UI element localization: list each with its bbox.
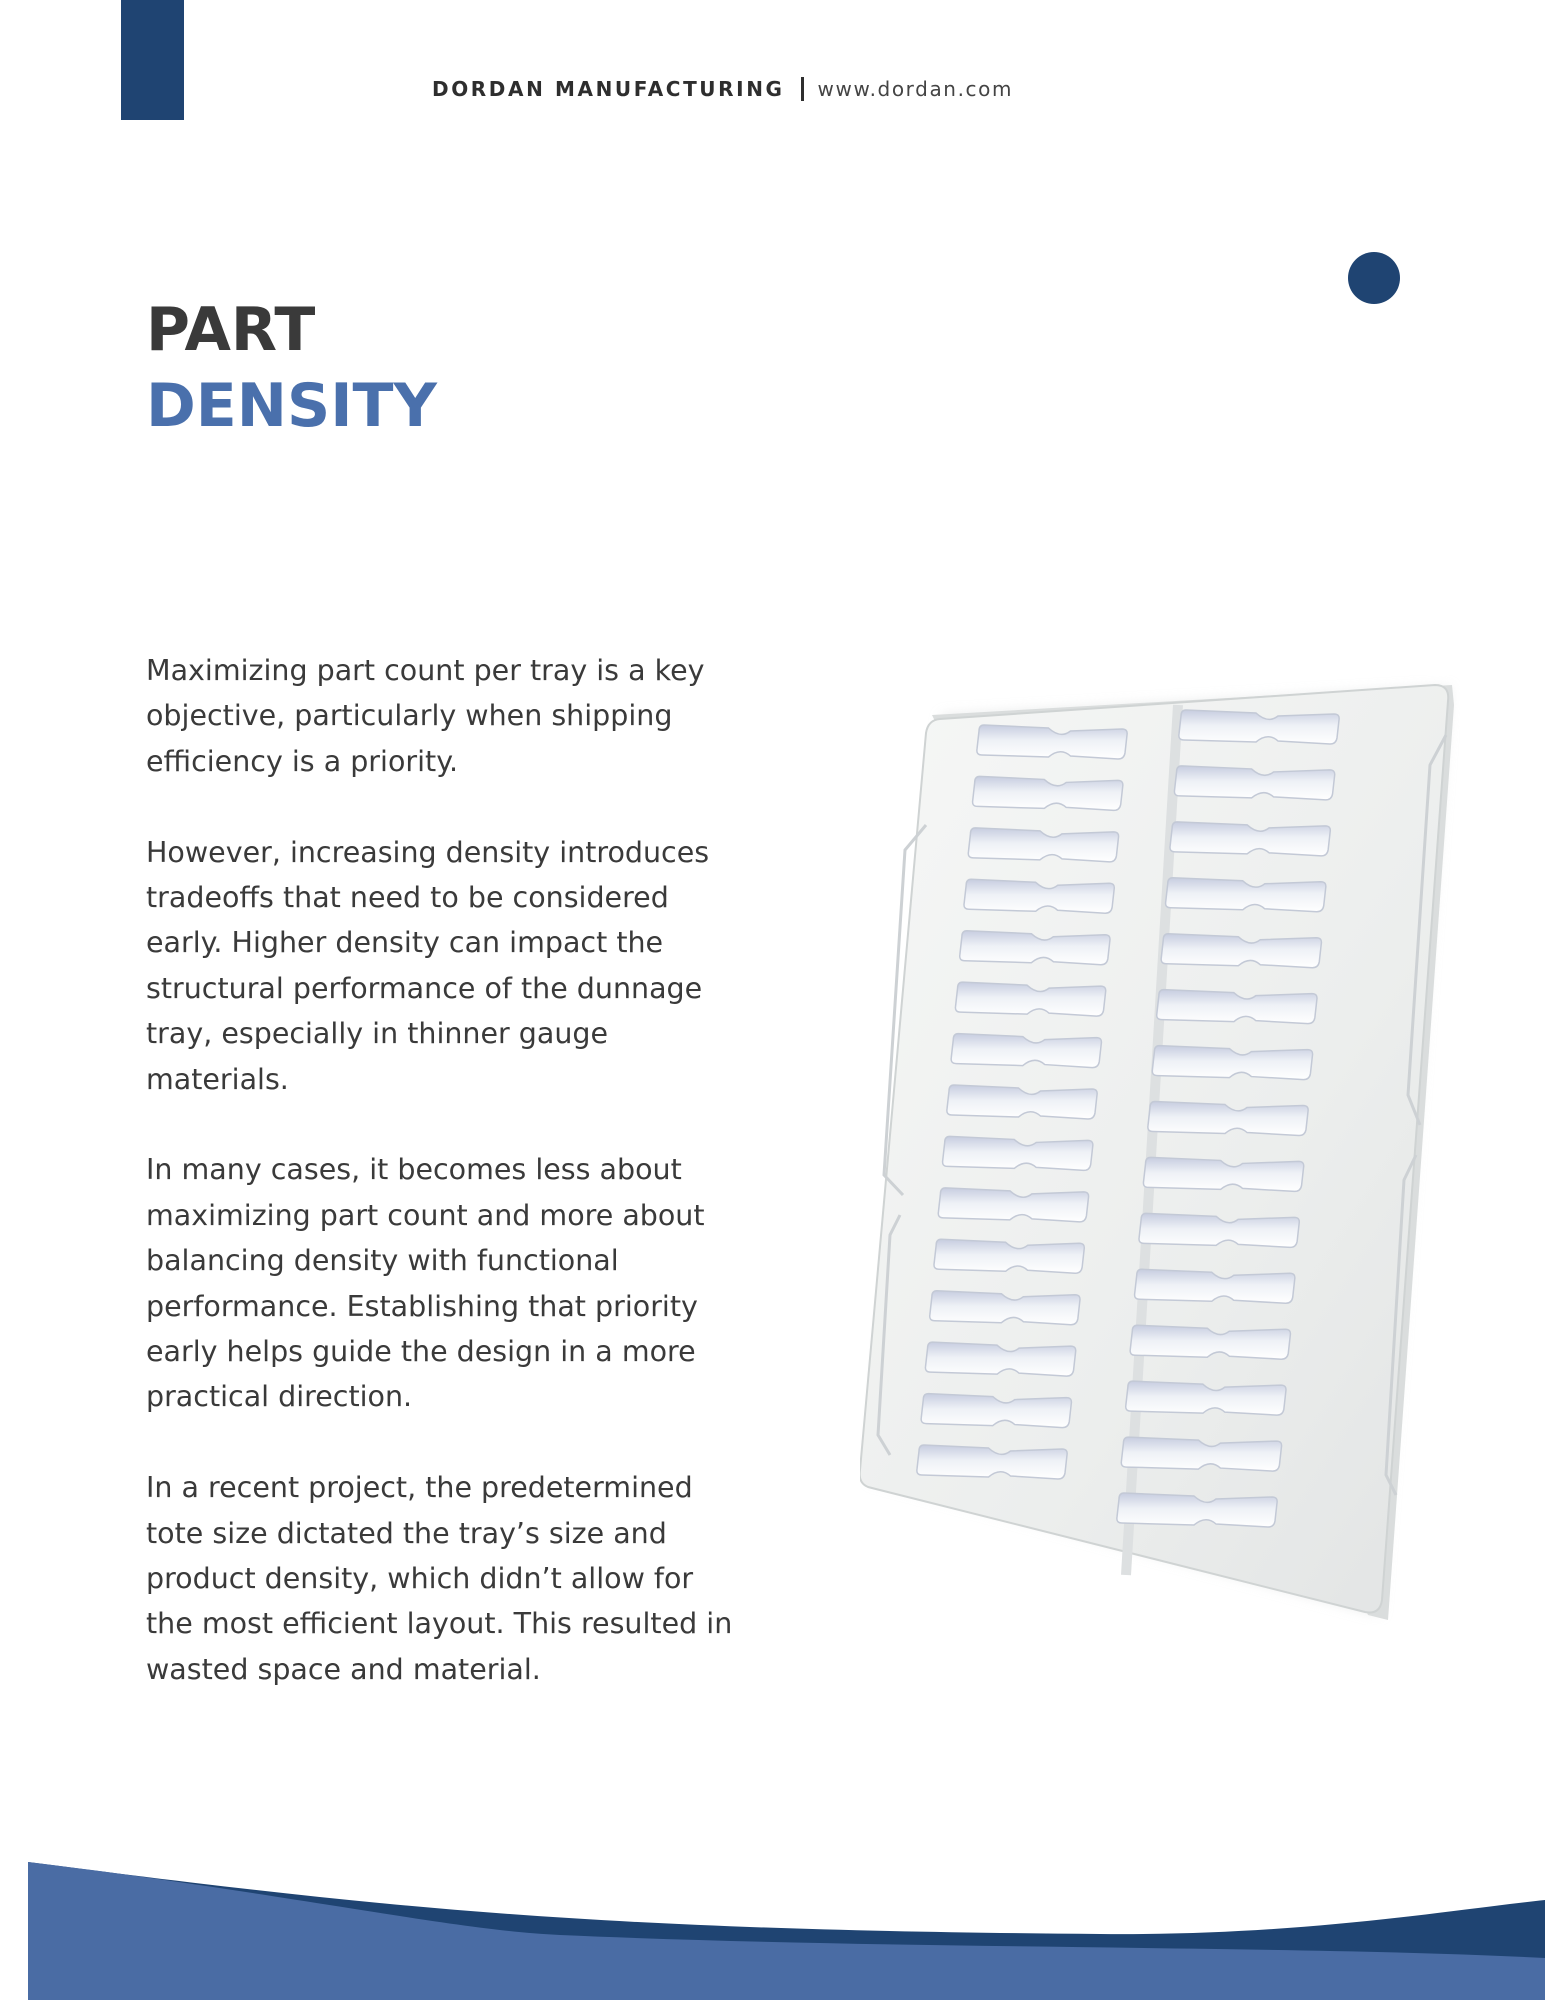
body-text — [146, 648, 746, 1738]
tray-cavity — [1166, 878, 1326, 912]
tray-cavity — [1179, 710, 1339, 744]
tray-cavity — [1174, 766, 1334, 800]
title-line-2: DENSITY — [146, 371, 437, 441]
footer-wave — [0, 1850, 1545, 2000]
tray-cavity — [964, 879, 1114, 913]
tray-cavity — [951, 1034, 1101, 1068]
tray-cavity — [1161, 934, 1321, 968]
tray-cavity — [1143, 1157, 1303, 1191]
page-title — [146, 292, 437, 444]
tray-cavity — [1117, 1493, 1277, 1527]
page-header — [432, 74, 1013, 104]
paragraph-1: Maximizing part count per tray is a key objective, particularly when shipping efficiency is a priority. — [146, 654, 705, 778]
tray-cavity — [1152, 1046, 1312, 1080]
tray-cavity — [955, 982, 1105, 1016]
tray-cavity — [960, 931, 1110, 965]
tray-cavity — [1139, 1213, 1299, 1247]
tray-cavity — [1126, 1381, 1286, 1415]
paragraph-3: In many cases, it becomes less about maximizing part count and more about balancing density with functional performance. Establishing that priority early helps guide the design in a more practical direction. — [146, 1153, 705, 1414]
tray-cavity — [1130, 1325, 1290, 1359]
tray-cavity — [1121, 1437, 1281, 1471]
tray-cavity — [968, 828, 1118, 862]
paragraph-4: In a recent project, the predetermined tote size dictated the tray’s size and product density, which didn’t allow for the most efficient layout. This resulted in wasted space and material. — [146, 1471, 733, 1686]
paragraph-2: However, increasing density introduces tradeoffs that need to be considered early. Higher density can impact the structural performance of the dunnage tray, especially in thinner gauge materials. — [146, 835, 710, 1096]
tray-cavity — [934, 1239, 1084, 1273]
tray-cavity — [947, 1085, 1097, 1119]
tray-cavity — [938, 1188, 1088, 1222]
tray-image — [860, 675, 1460, 1625]
decorative-dot — [1348, 252, 1400, 304]
tray-cavity — [1148, 1102, 1308, 1136]
tray-cavity — [917, 1445, 1067, 1479]
website-url: www.dordan.com — [817, 77, 1014, 101]
tray-cavity — [973, 776, 1123, 810]
tray-cavity — [1135, 1269, 1295, 1303]
tray-cavity — [943, 1136, 1093, 1170]
tray-cavity — [977, 725, 1127, 759]
tray-cavity — [1170, 822, 1330, 856]
tray-cavity — [921, 1394, 1071, 1428]
dunnage-tray-illustration — [860, 675, 1460, 1625]
company-name: DORDAN MANUFACTURING — [432, 77, 785, 101]
tray-cavity — [925, 1342, 1075, 1376]
corner-accent-bar — [121, 0, 184, 120]
title-line-1: PART — [146, 295, 316, 365]
tray-cavity — [1157, 990, 1317, 1024]
header-divider — [801, 77, 804, 101]
tray-cavity — [930, 1291, 1080, 1325]
